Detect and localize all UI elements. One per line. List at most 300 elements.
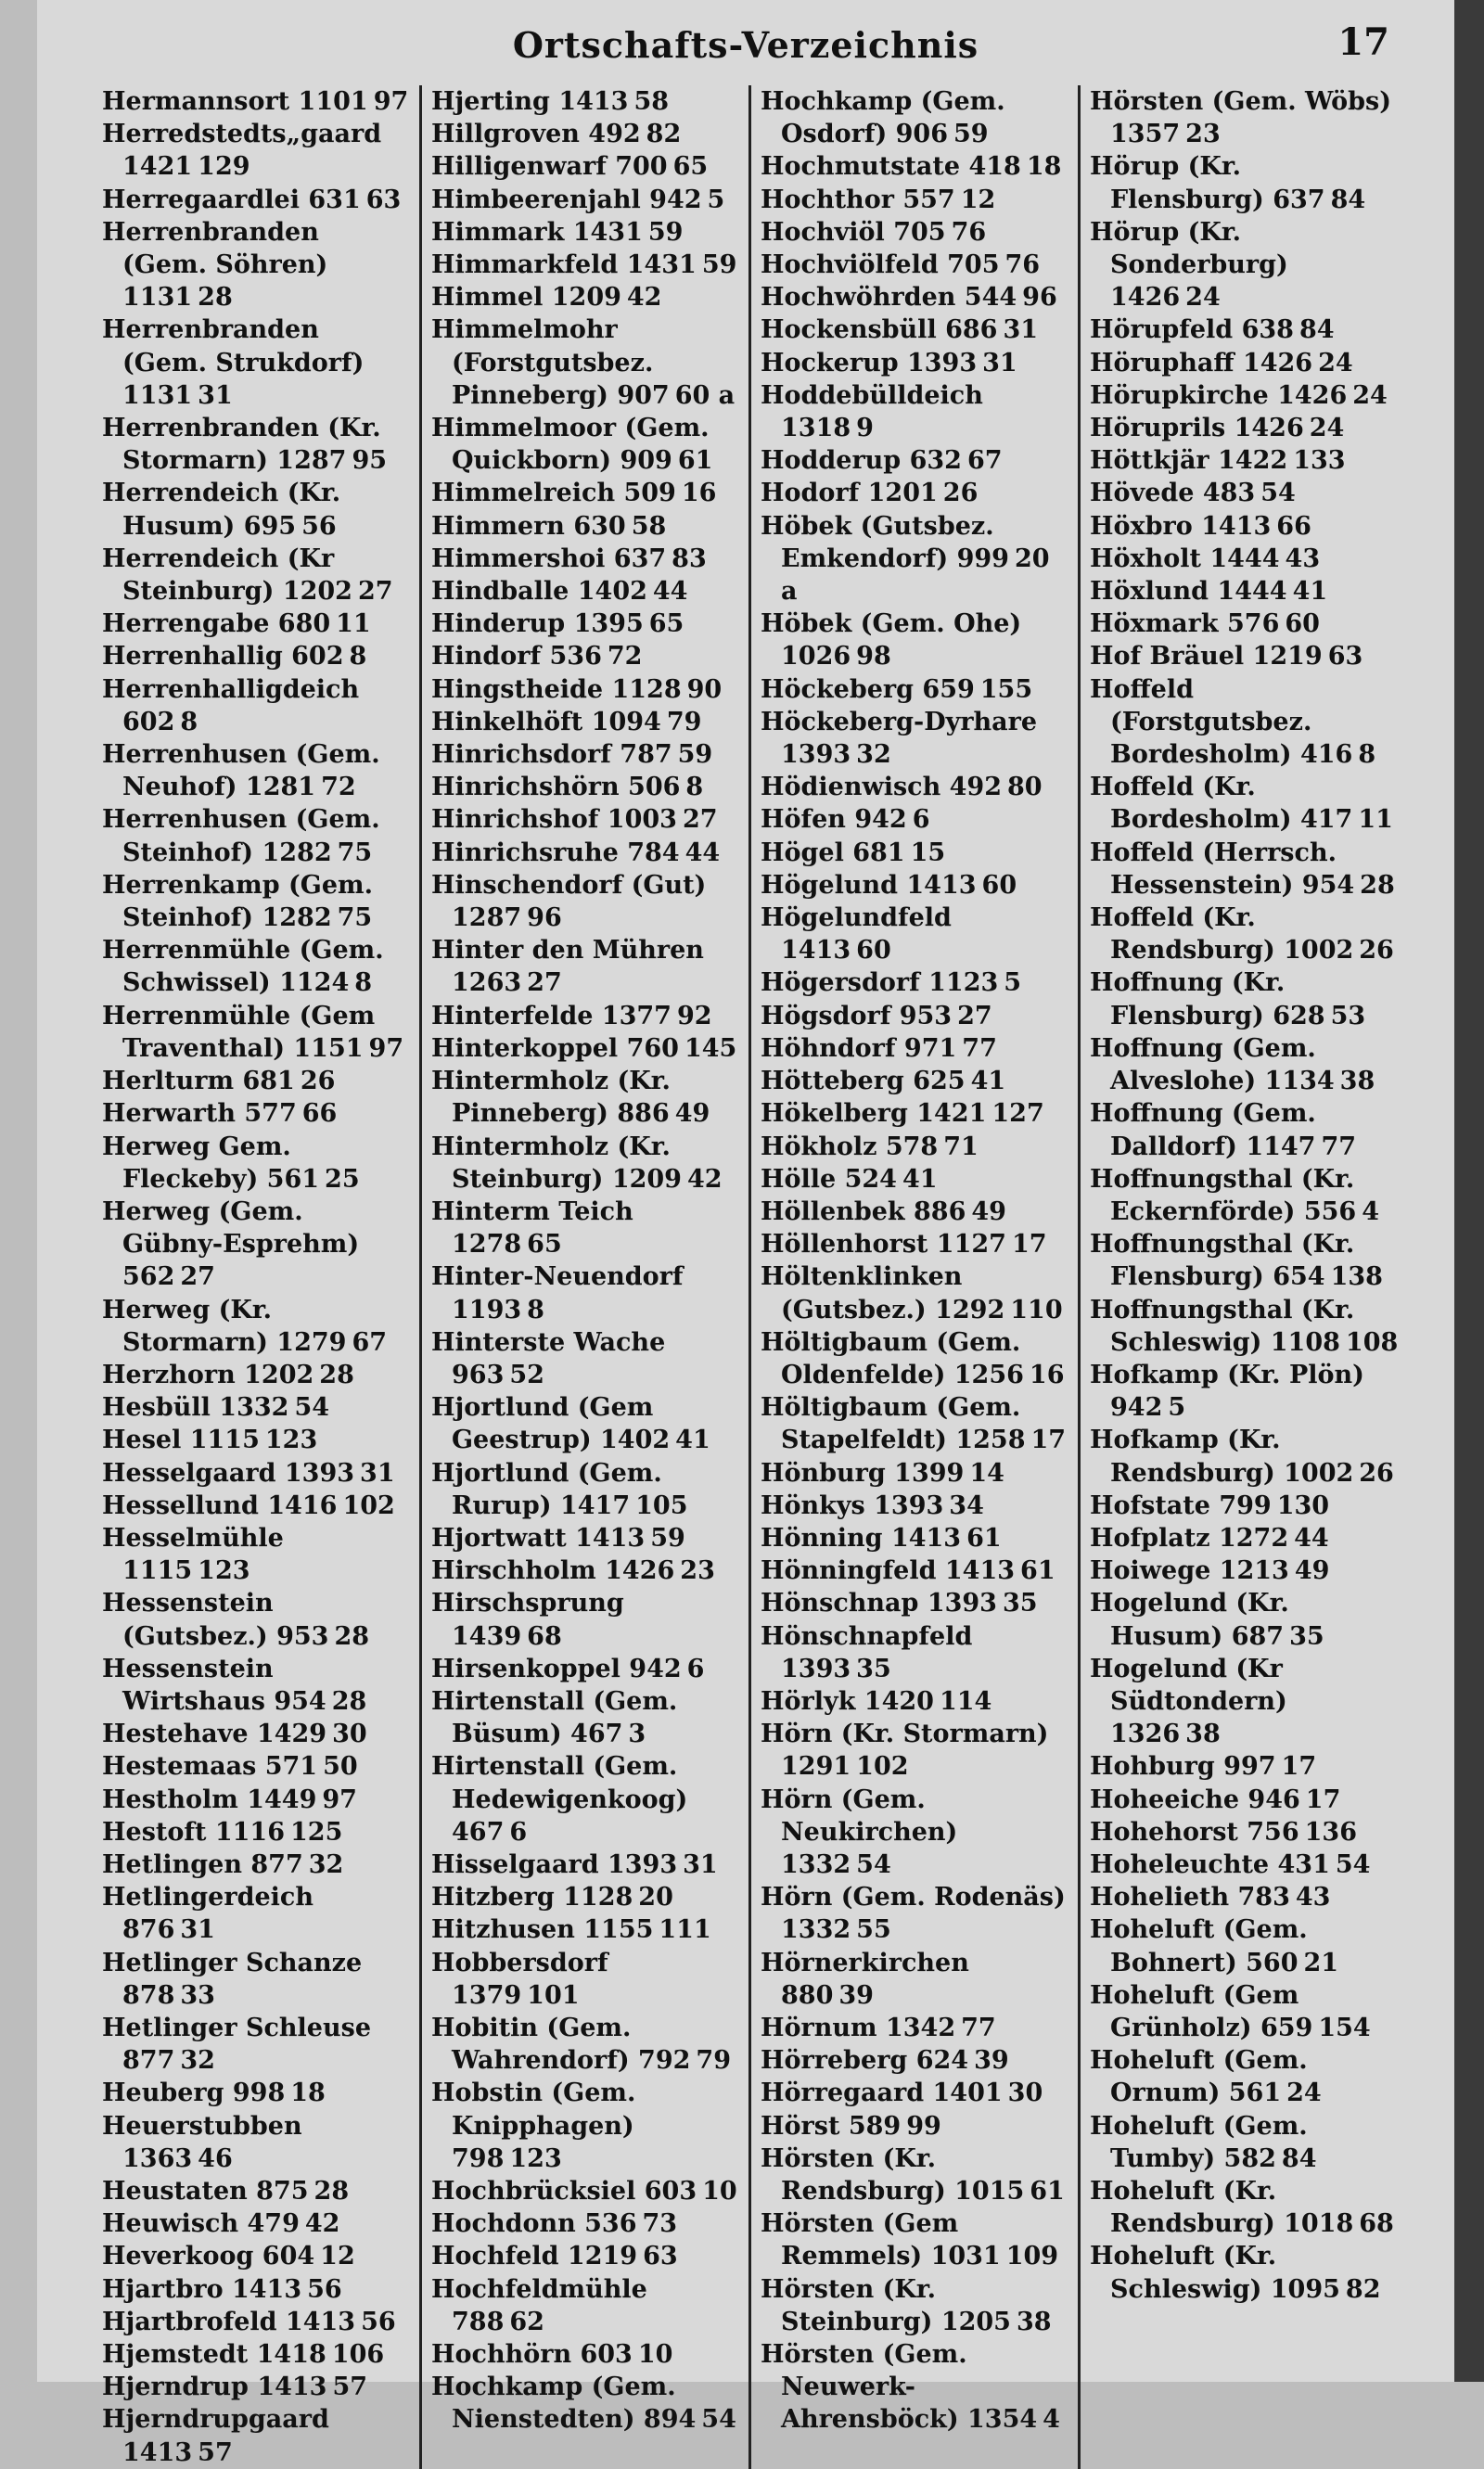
entry-reference-number: 24: [1185, 283, 1221, 313]
directory-entry: [431, 1065, 741, 1130]
entry-reference-number: 60 a: [674, 380, 736, 410]
directory-entry: [431, 1131, 741, 1196]
entry-place-name: Hörsten (Gem. Wöbs) 1357: [1090, 87, 1391, 149]
directory-entry: [431, 1457, 741, 1522]
directory-entry: [761, 477, 1070, 509]
entry-reference-number: 35: [1289, 1621, 1324, 1651]
entry-reference-number: 42: [686, 1164, 723, 1194]
directory-entry: [431, 1913, 741, 1946]
entry-place-name: Herzhorn 1202: [102, 1360, 314, 1389]
directory-entry: [761, 216, 1070, 249]
entry-reference-number: 17: [1011, 1230, 1047, 1260]
entry-place-name: Hetlingerdeich 876: [102, 1883, 313, 1945]
entry-reference-number: 41: [1292, 577, 1328, 607]
directory-entry: [431, 1750, 741, 1849]
directory-entry: [431, 1587, 741, 1652]
directory-entry: [102, 1097, 412, 1130]
entry-reference-number: 90: [686, 674, 723, 704]
entry-reference-number: 32: [856, 740, 891, 770]
entry-place-name: Hessenstein Wirtshaus 954: [102, 1654, 326, 1716]
directory-entry: [1090, 313, 1402, 346]
directory-entry: [761, 1000, 1070, 1032]
directory-entry: [431, 934, 741, 999]
directory-entry: [761, 837, 1070, 869]
directory-entry: [761, 2143, 1070, 2207]
entry-place-name: Hockerup 1393: [761, 348, 978, 377]
directory-entry: [431, 1522, 741, 1554]
entry-reference-number: 53: [1330, 1001, 1366, 1030]
entry-place-name: Himbeerenjahl 942: [431, 185, 702, 214]
directory-entry: [761, 281, 1070, 313]
entry-reference-number: 56: [361, 2307, 396, 2336]
entry-reference-number: 39: [838, 1980, 874, 2010]
entry-place-name: Hinrichsruhe 784: [431, 838, 680, 867]
entry-reference-number: 11: [1358, 805, 1393, 835]
entry-columns: [93, 85, 1410, 2467]
entry-place-name: Heverkoog 604: [102, 2242, 315, 2271]
entry-reference-number: 10: [702, 2177, 737, 2206]
entry-reference-number: 154: [1318, 2013, 1371, 2042]
entry-reference-number: 130: [1276, 1490, 1330, 1520]
entry-place-name: Hörn (Gem. Neukirchen) 1332: [761, 1785, 958, 1879]
entry-place-name: Höxmark 576: [1090, 609, 1280, 639]
entry-reference-number: 98: [856, 642, 891, 672]
entry-reference-number: 23: [1185, 120, 1221, 149]
entry-reference-number: 38: [1339, 1067, 1375, 1096]
entry-reference-number: 16: [1029, 1360, 1065, 1389]
entry-reference-number: 138: [1330, 1262, 1383, 1292]
entry-reference-number: 60: [981, 870, 1017, 900]
entry-place-name: Höltigbaum (Gem. Oldenfelde) 1256: [761, 1327, 1024, 1389]
directory-entry: [1090, 1032, 1402, 1097]
entry-reference-number: 31: [180, 1915, 215, 1945]
entry-place-name: Hönningfeld 1413: [761, 1556, 1016, 1586]
directory-entry: [431, 1326, 741, 1391]
directory-entry: [431, 249, 741, 281]
entry-place-name: Hoffnung (Kr. Flensburg) 628: [1090, 968, 1325, 1030]
entry-place-name: Höltigbaum (Gem. Stapelfeldt) 1258: [761, 1393, 1026, 1455]
directory-entry: [102, 1424, 412, 1456]
directory-entry: [431, 2012, 741, 2077]
entry-reference-number: 32: [308, 1849, 344, 1879]
entry-place-name: Hörlyk 1420: [761, 1686, 934, 1716]
directory-entry: [1090, 150, 1402, 215]
directory-entry: [431, 803, 741, 836]
directory-entry: [431, 85, 741, 118]
directory-entry: [431, 706, 741, 738]
directory-entry: [431, 1260, 741, 1325]
entry-reference-number: 30: [332, 1720, 367, 1749]
entry-place-name: Hörupkirche 1426: [1090, 380, 1348, 410]
entry-place-name: Höbek (Gem. Ohe) 1026: [761, 609, 1022, 672]
directory-entry: [1090, 2110, 1402, 2175]
entry-reference-number: 54: [856, 1849, 891, 1879]
column-3: [751, 85, 1081, 2469]
directory-entry: [1090, 837, 1402, 902]
directory-entry: [761, 1260, 1070, 1325]
entry-reference-number: 61: [1020, 1556, 1055, 1586]
directory-entry: [431, 1947, 741, 2012]
entry-place-name: Hermannsort 1101: [102, 87, 368, 116]
directory-entry: [1090, 1849, 1402, 1881]
directory-entry: [761, 1947, 1070, 2012]
entry-reference-number: 63: [1327, 642, 1363, 672]
entry-place-name: Hochkamp (Gem. Nienstedten) 894: [431, 2373, 697, 2435]
entry-reference-number: 59: [650, 1523, 685, 1553]
directory-entry: [1090, 673, 1402, 772]
entry-reference-number: 68: [527, 1621, 562, 1651]
entry-reference-number: 31: [1003, 315, 1039, 345]
entry-place-name: Hörup (Kr. Sonderburg) 1426: [1090, 217, 1288, 313]
directory-entry: [761, 1196, 1070, 1228]
entry-place-name: Hörn (Gem. Rodenäs) 1332: [761, 1883, 1066, 1945]
directory-entry: [1090, 1554, 1402, 1587]
directory-entry: [431, 2207, 741, 2240]
entry-place-name: Hjartbrofeld 1413: [102, 2307, 356, 2336]
entry-reference-number: 106: [331, 2340, 385, 2370]
entry-reference-number: 5: [1004, 968, 1022, 998]
entry-place-name: Hirtenstall (Gem. Büsum) 467: [431, 1686, 678, 1749]
entry-reference-number: 57: [198, 2437, 233, 2467]
directory-entry: [1090, 1490, 1402, 1522]
directory-entry: [761, 184, 1070, 216]
entry-place-name: Hoheluft (Gem. Tumby) 582: [1090, 2111, 1308, 2173]
entry-place-name: Höruprils 1426: [1090, 414, 1304, 443]
entry-place-name: Hirtenstall (Gem. Hedewigenkoog) 467: [431, 1752, 688, 1847]
entry-place-name: Hjartbro 1413: [102, 2274, 302, 2304]
entry-place-name: Hohburg 997: [1090, 1752, 1276, 1782]
entry-place-name: Högsdorf 953: [761, 1001, 953, 1030]
directory-entry: [1090, 966, 1402, 1031]
entry-reference-number: 30: [1007, 2079, 1043, 2108]
entry-place-name: Hinschendorf (Gut) 1287: [431, 870, 707, 933]
entry-place-name: Hestoft 1116: [102, 1817, 286, 1847]
entry-place-name: Himmel 1209: [431, 283, 621, 313]
entry-reference-number: 58: [633, 87, 670, 116]
directory-entry: [431, 412, 741, 477]
directory-entry: [431, 608, 741, 640]
entry-place-name: Hoheeiche 946: [1090, 1785, 1300, 1814]
entry-reference-number: 43: [1285, 544, 1321, 573]
entry-place-name: Hochbrücksiel 603: [431, 2177, 697, 2206]
directory-entry: [431, 771, 741, 803]
entry-place-name: Hessenstein (Gutsbez.) 953: [102, 1589, 329, 1651]
entry-place-name: Hestholm 1449: [102, 1785, 317, 1814]
entry-reference-number: 84: [1330, 185, 1366, 214]
entry-place-name: Höckeberg 659: [761, 674, 975, 704]
directory-entry: [1090, 640, 1402, 672]
entry-place-name: Hobbersdorf 1379: [431, 1948, 608, 2010]
entry-reference-number: 65: [648, 609, 684, 639]
entry-reference-number: 63: [365, 185, 402, 214]
entry-reference-number: 79: [666, 707, 702, 736]
entry-reference-number: 72: [607, 642, 643, 672]
directory-entry: [1090, 510, 1402, 543]
directory-entry: [102, 869, 412, 934]
entry-place-name: Hoheluft (Kr. Schleswig) 1095: [1090, 2242, 1340, 2304]
entry-place-name: Himmern 630: [431, 511, 626, 541]
entry-place-name: Hofplatz 1272: [1090, 1523, 1289, 1553]
directory-entry: [102, 2012, 412, 2077]
directory-entry: [102, 1522, 412, 1587]
directory-entry: [102, 2240, 412, 2272]
directory-entry: [761, 347, 1070, 379]
entry-place-name: Hochviöl 705: [761, 217, 946, 247]
entry-reference-number: 35: [1002, 1589, 1038, 1618]
entry-place-name: Herrendeich (Kr. Husum) 695: [102, 479, 341, 541]
entry-place-name: Himmelmohr (Forstgutsbez. Pinneberg) 907: [431, 315, 670, 410]
entry-reference-number: 44: [652, 577, 688, 607]
entry-reference-number: 8: [1358, 740, 1376, 770]
entry-reference-number: 20 a: [781, 544, 1050, 607]
entry-place-name: Heuerstubben 1363: [102, 2111, 302, 2173]
entry-reference-number: 41: [970, 1067, 1006, 1096]
entry-place-name: Herredstedts„gaard 1421: [102, 120, 382, 182]
entry-reference-number: 102: [342, 1490, 395, 1520]
entry-reference-number: 60: [1285, 609, 1320, 639]
entry-reference-number: 24: [1286, 2079, 1322, 2108]
directory-entry: [102, 1457, 412, 1490]
directory-entry: [102, 1391, 412, 1424]
page-title: Ortschafts-Verzeichnis: [512, 24, 979, 66]
directory-entry: [761, 1032, 1070, 1065]
entry-reference-number: 75: [337, 903, 373, 933]
entry-place-name: Hochkamp (Gem. Osdorf) 906: [761, 87, 1005, 149]
directory-entry: [102, 85, 412, 118]
entry-reference-number: 66: [301, 1099, 338, 1129]
entry-place-name: Hestehave 1429: [102, 1720, 327, 1749]
entry-reference-number: 79: [696, 2046, 731, 2076]
entry-reference-number: 111: [659, 1915, 711, 1945]
entry-reference-number: 49: [674, 1099, 710, 1129]
entry-reference-number: 59: [647, 217, 684, 247]
entry-reference-number: 6: [509, 1817, 528, 1847]
entry-reference-number: 39: [974, 2046, 1009, 2076]
entry-place-name: Högersdorf 1123: [761, 968, 999, 998]
entry-reference-number: 96: [527, 903, 562, 933]
entry-reference-number: 61: [966, 1523, 1002, 1553]
entry-reference-number: 145: [684, 1033, 737, 1063]
entry-place-name: Hoheluft (Kr. Rendsburg) 1018: [1090, 2177, 1354, 2239]
entry-reference-number: 68: [1359, 2209, 1394, 2239]
entry-place-name: Hirschholm 1426: [431, 1556, 675, 1586]
entry-place-name: Hjortlund (Gem Geestrup) 1402: [431, 1393, 671, 1455]
directory-entry: [431, 1685, 741, 1750]
directory-entry: [761, 706, 1070, 771]
entry-reference-number: 31: [683, 1849, 718, 1879]
entry-reference-number: 127: [991, 1099, 1044, 1129]
directory-entry: [761, 771, 1070, 803]
directory-entry: [1090, 347, 1402, 379]
entry-place-name: Hochhörn 603: [431, 2340, 633, 2370]
entry-place-name: Hinrichshörn 506: [431, 773, 681, 802]
directory-entry: [102, 412, 412, 477]
entry-reference-number: 54: [1260, 479, 1296, 508]
entry-place-name: Herrenkamp (Gem. Steinhof) 1282: [102, 870, 373, 933]
entry-reference-number: 92: [676, 1001, 712, 1030]
entry-place-name: Höbek (Gutsbez. Emkendorf) 999: [761, 511, 1009, 573]
entry-place-name: Hitzhusen 1155: [431, 1915, 654, 1945]
directory-entry: [1090, 379, 1402, 412]
entry-reference-number: 4: [1362, 1196, 1379, 1226]
entry-reference-number: 34: [949, 1490, 984, 1520]
entry-reference-number: 24: [1352, 380, 1388, 410]
directory-entry: [431, 837, 741, 869]
directory-entry: [102, 2175, 412, 2207]
entry-reference-number: 41: [902, 1164, 938, 1194]
directory-entry: [761, 869, 1070, 902]
entry-reference-number: 28: [334, 1621, 370, 1651]
entry-reference-number: 11: [336, 609, 371, 639]
directory-entry: [431, 150, 741, 183]
directory-entry: [431, 1032, 741, 1065]
entry-place-name: Hötteberg 625: [761, 1067, 966, 1096]
entry-reference-number: 66: [1276, 511, 1311, 541]
entry-reference-number: 52: [509, 1360, 544, 1389]
entry-reference-number: 73: [642, 2209, 678, 2239]
entry-place-name: Höxholt 1444: [1090, 544, 1280, 573]
directory-entry: [761, 2012, 1070, 2044]
entry-place-name: Hönschnapfeld 1393: [761, 1621, 973, 1683]
entry-place-name: Hogelund (Kr Südtondern) 1326: [1090, 1654, 1287, 1749]
entry-reference-number: 3: [628, 1720, 646, 1749]
directory-entry: [102, 2338, 412, 2371]
entry-place-name: Hindballe 1402: [431, 577, 647, 607]
entry-place-name: Hobstin (Gem. Knipphagen) 798: [431, 2079, 636, 2173]
entry-place-name: Hofkamp (Kr. Plön) 942: [1090, 1360, 1364, 1423]
entry-place-name: Herweg (Gem. Gübny-Esprehm) 562: [102, 1196, 360, 1292]
directory-entry: [102, 738, 412, 803]
entry-place-name: Hohelieth 783: [1090, 1883, 1290, 1913]
entry-place-name: Högelund 1413: [761, 870, 977, 900]
entry-reference-number: 123: [509, 2143, 562, 2173]
entry-reference-number: 31: [198, 380, 233, 410]
entry-place-name: Hjerndrup 1413: [102, 2373, 327, 2402]
entry-reference-number: 123: [198, 1556, 250, 1586]
entry-reference-number: 129: [198, 152, 250, 182]
entry-reference-number: 38: [1185, 1720, 1221, 1749]
entry-reference-number: 67: [352, 1327, 388, 1357]
directory-entry: [431, 2077, 741, 2175]
entry-reference-number: 6: [686, 1654, 705, 1683]
entry-place-name: Hjortwatt 1413: [431, 1523, 646, 1553]
directory-entry: [761, 1784, 1070, 1882]
entry-place-name: Hörregaard 1401: [761, 2079, 1003, 2108]
entry-reference-number: 16: [681, 479, 717, 508]
directory-entry: [102, 1653, 412, 1718]
directory-entry: [102, 1718, 412, 1750]
directory-entry: [761, 1490, 1070, 1522]
entry-reference-number: 28: [331, 1686, 367, 1716]
entry-place-name: Hintermholz (Kr. Pinneberg) 886: [431, 1067, 671, 1129]
directory-entry: [431, 313, 741, 412]
directory-entry: [102, 477, 412, 542]
entry-reference-number: 76: [951, 217, 987, 247]
entry-reference-number: 24: [1318, 348, 1353, 377]
entry-reference-number: 42: [626, 283, 662, 313]
entry-reference-number: 44: [684, 838, 721, 867]
entry-place-name: Herlturm 681: [102, 1067, 295, 1096]
entry-place-name: Hönkys 1393: [761, 1490, 944, 1520]
entry-place-name: Höxlund 1444: [1090, 577, 1287, 607]
entry-place-name: Hirsenkoppel 942: [431, 1654, 682, 1683]
directory-entry: [102, 1816, 412, 1849]
directory-entry: [761, 1620, 1070, 1685]
directory-entry: [1090, 1294, 1402, 1359]
entry-place-name: Hindorf 536: [431, 642, 602, 672]
entry-place-name: Hestemaas 571: [102, 1752, 318, 1782]
entry-reference-number: 61: [1030, 2177, 1065, 2206]
directory-entry: [761, 1522, 1070, 1554]
directory-entry: [1090, 1750, 1402, 1783]
entry-place-name: Hjerndrupgaard 1413: [102, 2405, 329, 2467]
entry-place-name: Höxbro 1413: [1090, 511, 1272, 541]
entry-place-name: Hirschsprung 1439: [431, 1589, 624, 1651]
entry-place-name: Hessellund 1416: [102, 1490, 338, 1520]
entry-place-name: Hjortlund (Gem. Rurup) 1417: [431, 1458, 662, 1520]
page-number: 17: [1337, 20, 1389, 64]
entry-place-name: Hodderup 632: [761, 446, 962, 476]
entry-reference-number: 99: [906, 2111, 941, 2141]
directory-entry: [1090, 1228, 1402, 1293]
directory-entry: [431, 738, 741, 771]
entry-place-name: Hölle 524: [761, 1164, 897, 1194]
directory-entry: [102, 118, 412, 183]
directory-entry: [1090, 771, 1402, 836]
entry-place-name: Hörn (Kr. Stormarn) 1291: [761, 1720, 1049, 1782]
directory-entry: [761, 2338, 1070, 2437]
directory-entry: [761, 2273, 1070, 2338]
entry-place-name: Hönning 1413: [761, 1523, 962, 1553]
entry-reference-number: 57: [332, 2373, 368, 2402]
entry-reference-number: 75: [337, 838, 373, 867]
directory-entry: [431, 1391, 741, 1456]
entry-place-name: Hinterm Teich 1278: [431, 1196, 633, 1260]
directory-entry: [102, 2110, 412, 2175]
directory-entry: [1090, 1653, 1402, 1751]
entry-place-name: Herregaardlei 631: [102, 185, 361, 214]
entry-reference-number: 23: [680, 1556, 715, 1586]
directory-entry: [761, 444, 1070, 477]
entry-reference-number: 28: [319, 1360, 354, 1389]
directory-entry: [102, 2403, 412, 2468]
directory-entry: [761, 2110, 1070, 2143]
entry-reference-number: 49: [971, 1196, 1006, 1226]
directory-entry: [431, 2240, 741, 2272]
entry-reference-number: 108: [1345, 1327, 1399, 1357]
entry-place-name: Hingstheide 1128: [431, 674, 682, 704]
entry-reference-number: 8: [180, 707, 198, 736]
entry-place-name: Hoheleuchte 431: [1090, 1849, 1330, 1879]
directory-entry: [761, 902, 1070, 966]
entry-reference-number: 155: [979, 674, 1033, 704]
entry-reference-number: 54: [701, 2405, 736, 2435]
entry-place-name: Högelundfeld 1413: [761, 903, 952, 966]
entry-place-name: Hoddebülldeich 1318: [761, 380, 983, 443]
entry-reference-number: 20: [638, 1883, 673, 1913]
directory-entry: [1090, 608, 1402, 640]
entry-place-name: Himmark 1431: [431, 217, 643, 247]
entry-reference-number: 56: [307, 2274, 342, 2304]
entry-place-name: Hochviölfeld 705: [761, 250, 1000, 280]
directory-entry: [761, 1457, 1070, 1490]
entry-reference-number: 27: [682, 805, 718, 835]
directory-entry: [1090, 1097, 1402, 1162]
directory-entry: [102, 640, 412, 672]
entry-place-name: Himmarkfeld 1431: [431, 250, 697, 280]
entry-reference-number: 136: [1304, 1817, 1357, 1847]
directory-entry: [102, 2207, 412, 2240]
